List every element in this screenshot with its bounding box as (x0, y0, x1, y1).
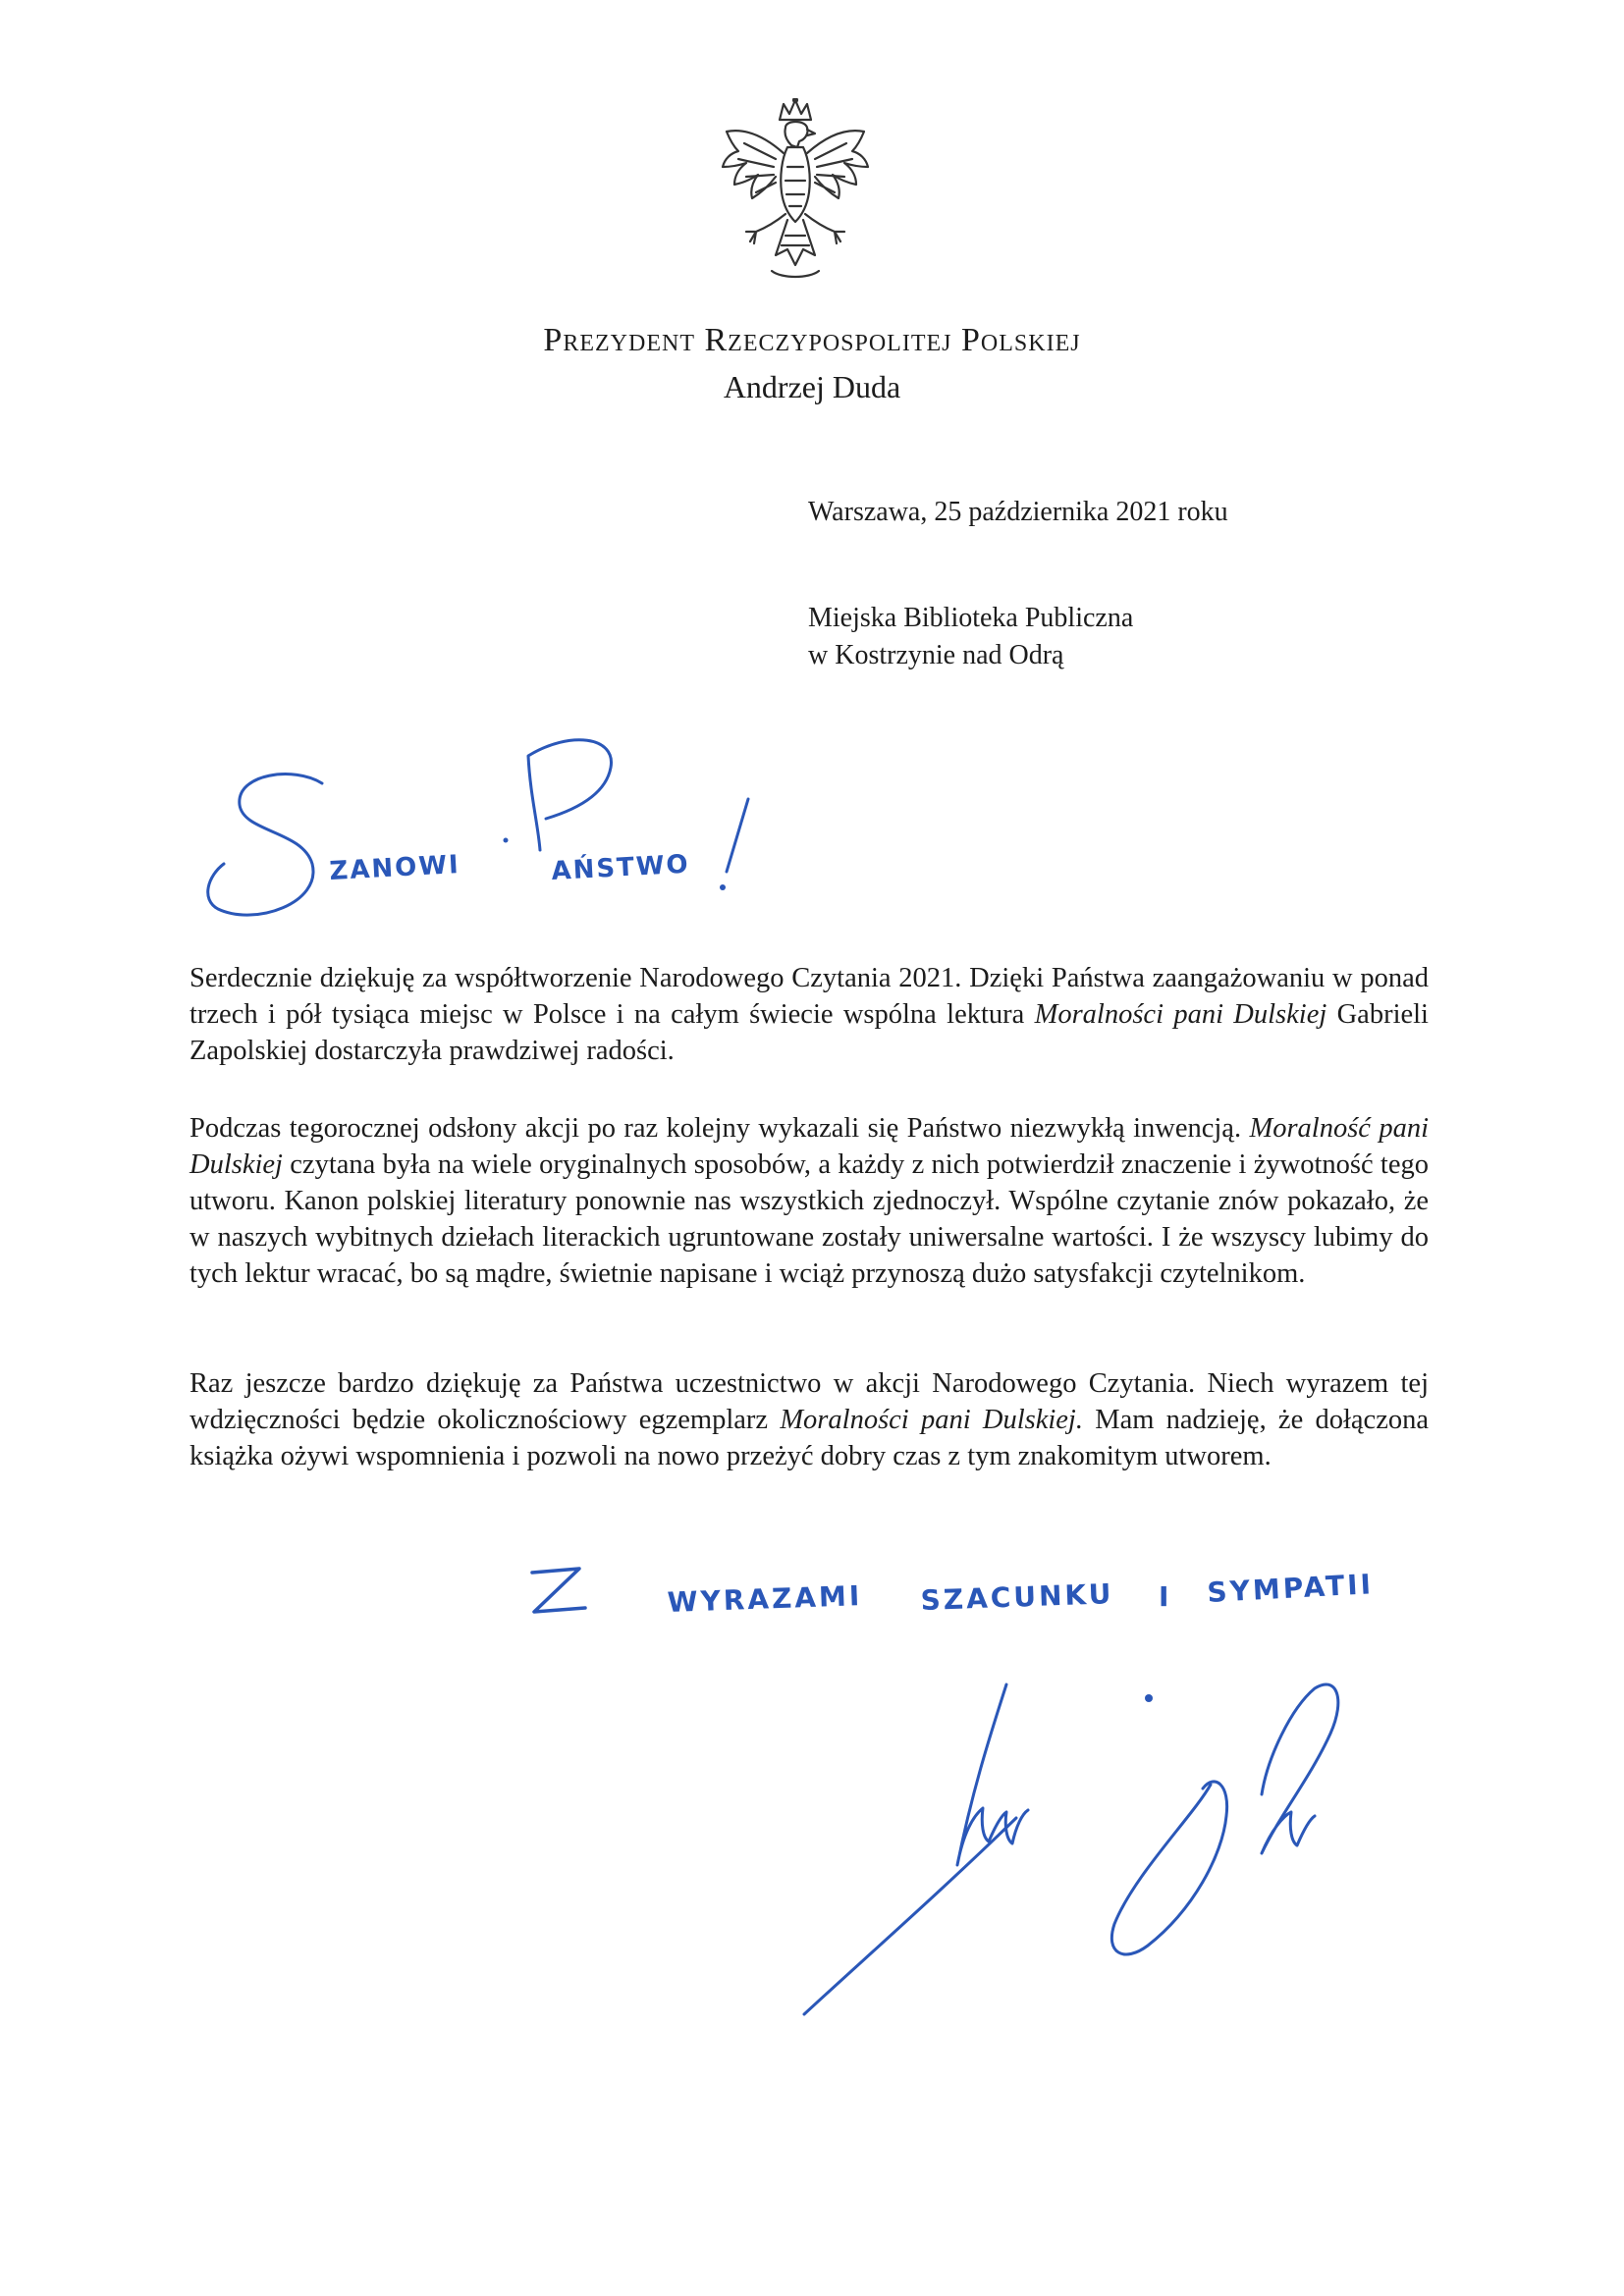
paragraph-2-text-b: czytana była na wiele oryginalnych sposobów, a każdy z nich potwierdził znaczenie i żywotność tego utworu. Kanon polskiej literatury ponownie nas wszystkich zjednoczył. Wspólne czytanie znów pokazało, że w naszych wybitnych dziełach literackich ugruntowane zostały uniwersalne wartości. I że wszyscy lubimy do tych lektur wracać, bo są mądre, świetnie napisane i wciąż przynoszą dużo satysfakcji czytelnikom. (189, 1149, 1429, 1289)
svg-text:SYMPATII: SYMPATII (1206, 1568, 1375, 1609)
salutation-text: Szanowni Państwo! (196, 717, 204, 718)
paragraph-3-text-b: Mam nadzieję, że dołączona książka ożywi wspomnienia i pozwoli na nowo przeżyć dobry czas z tym znakomitym utworem. (189, 1405, 1429, 1471)
sender-name: Andrzej Duda (723, 369, 901, 404)
handwritten-salutation (196, 717, 785, 962)
paragraph-1 (189, 960, 1429, 1069)
svg-text:WYRAZAMI: WYRAZAMI (667, 1579, 863, 1619)
handwritten-signature (800, 1669, 1409, 2042)
paragraph-3-text-a: Raz jeszcze bardzo dziękuję za Państwa uczestnictwo w akcji Narodowego Czytania. Niech wyrazem tej wdzięczności będzie okolicznościowy egzemplarz (189, 1368, 1429, 1435)
book-title: Moralności pani Dulskiej (1034, 999, 1327, 1030)
closing-text: Z wyrazami szacunku i sympatii (520, 1551, 533, 1552)
polish-eagle-emblem-icon (717, 98, 874, 294)
paragraph-2 (189, 1110, 1429, 1292)
paragraph-2-text-a: Podczas tegorocznej odsłony akcji po raz kolejny wykazali się Państwo niezwykłą inwencją. (189, 1113, 1250, 1144)
svg-text:I: I (1159, 1580, 1172, 1613)
sender-title: Prezydent Rzeczypospolitej Polskiej (543, 322, 1081, 358)
paragraph-1-text-a: Serdecznie dziękuję za współtworzenie Narodowego Czytania 2021. Dzięki Państwa zaangażowaniu w ponad trzech i pół tysiąca miejsc w Polsce i na całym świecie wspólna lektura (189, 963, 1429, 1030)
paragraph-3 (189, 1365, 1429, 1474)
recipient-address (808, 600, 1133, 674)
book-title: Moralność pani Dulskiej (189, 1113, 1429, 1180)
letter-date: Warszawa, 25 października 2021 roku (808, 497, 1228, 527)
svg-text:SZACUNKU: SZACUNKU (920, 1577, 1114, 1617)
recipient-line-1: Miejska Biblioteka Publiczna (808, 603, 1134, 633)
svg-text:AŃSTWO: AŃSTWO (550, 849, 691, 886)
svg-text:ZANOWI: ZANOWI (328, 850, 461, 886)
book-title: Moralności pani Dulskiej. (780, 1405, 1083, 1435)
recipient-line-2: w Kostrzynie nad Odrą (808, 640, 1064, 670)
handwritten-closing (520, 1551, 1404, 1639)
paragraph-1-text-b: Gabrieli Zapolskiej dostarczyła prawdziwej radości. (189, 999, 1429, 1066)
